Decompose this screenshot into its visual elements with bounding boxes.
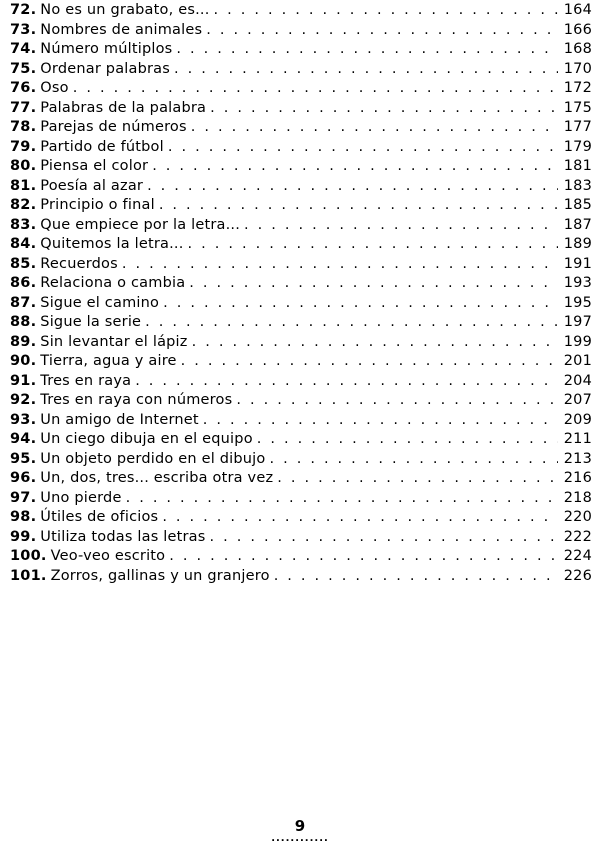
dot-leader [274, 567, 558, 587]
dot-leader [176, 40, 557, 60]
dot-leader [145, 313, 558, 333]
entry-page-number: 211 [563, 431, 592, 447]
toc-entry [10, 255, 600, 275]
entry-page-number: 224 [563, 548, 592, 564]
entry-title: No es un grabato, es... [40, 2, 210, 18]
dot-leader [126, 489, 558, 509]
entry-page-number: 213 [563, 450, 592, 467]
toc-entry [10, 40, 600, 60]
dot-leader [147, 177, 558, 197]
toc-entry [10, 196, 600, 216]
dot-leader [73, 79, 558, 99]
entry-title: Sin levantar el lápiz [40, 333, 188, 350]
entry-page-number: 166 [563, 21, 592, 38]
entry-title: Uno pierde [40, 489, 122, 506]
entry-number: 80. [10, 158, 37, 174]
entry-number: 85. [10, 255, 37, 272]
entry-number: 96. [10, 470, 37, 486]
toc-entry [10, 469, 600, 489]
entry-title: Un, dos, tres... escriba otra vez [40, 470, 274, 486]
dot-leader [210, 99, 558, 119]
dot-leader [168, 138, 558, 158]
dot-leader [257, 430, 558, 450]
entry-page-number: 209 [563, 411, 592, 428]
entry-number: 91. [10, 372, 37, 389]
entry-title: Tres en raya con números [40, 392, 233, 408]
dot-leader [189, 274, 557, 294]
entry-page-number: 220 [563, 509, 592, 525]
entry-number: 87. [10, 294, 37, 311]
page-footer [0, 818, 600, 844]
entry-number: 94. [10, 431, 37, 447]
toc-entry [10, 138, 600, 158]
entry-title: Principio o final [40, 197, 155, 213]
toc-entry [10, 411, 600, 431]
entry-number: 89. [10, 333, 37, 350]
dot-leader [277, 469, 557, 489]
entry-page-number: 177 [563, 119, 592, 135]
toc-entry [10, 489, 600, 509]
entry-title: Utiliza todas las letras [40, 528, 206, 545]
entry-page-number: 179 [563, 138, 592, 155]
table-of-contents [10, 1, 600, 586]
entry-number: 99. [10, 528, 37, 545]
entry-number: 98. [10, 509, 37, 525]
entry-title: Relaciona o cambia [40, 275, 186, 291]
dot-leader [159, 196, 558, 216]
entry-page-number: 216 [563, 470, 592, 486]
entry-number: 95. [10, 450, 37, 467]
dot-leader [206, 21, 557, 41]
entry-title: Poesía al azar [40, 177, 144, 194]
entry-page-number: 185 [563, 197, 592, 213]
entry-title: Veo-veo escrito [50, 548, 166, 564]
toc-entry [10, 450, 600, 470]
toc-entry [10, 352, 600, 372]
toc-entry [10, 372, 600, 392]
toc-entry [10, 60, 600, 80]
entry-page-number: 170 [563, 60, 592, 77]
entry-number: 78. [10, 119, 37, 135]
dot-leader [163, 294, 558, 314]
entry-number: 101. [10, 567, 47, 584]
entry-title: Útiles de oficios [40, 509, 159, 525]
toc-entry [10, 567, 600, 587]
entry-number: 86. [10, 275, 37, 291]
entry-number: 84. [10, 236, 37, 252]
entry-title: Un ciego dibuja en el equipo [40, 431, 253, 447]
entry-title: Partido de fútbol [40, 138, 164, 155]
entry-title: Parejas de números [40, 119, 187, 135]
toc-entry [10, 528, 600, 548]
dot-leader [188, 235, 558, 255]
toc-entry [10, 391, 600, 411]
entry-number: 88. [10, 314, 37, 330]
entry-title: Oso [40, 80, 69, 96]
toc-entry [10, 99, 600, 119]
entry-title: Recuerdos [40, 255, 118, 272]
entry-title: Sigue la serie [40, 314, 142, 330]
entry-page-number: 199 [563, 333, 592, 350]
entry-title: Un objeto perdido en el dibujo [40, 450, 266, 467]
toc-entry [10, 294, 600, 314]
entry-page-number: 218 [563, 489, 592, 506]
entry-title: Sigue el camino [40, 294, 160, 311]
entry-page-number: 207 [563, 392, 592, 408]
toc-entry [10, 118, 600, 138]
entry-page-number: 201 [563, 353, 592, 369]
dot-leader [174, 60, 558, 80]
dot-leader [191, 118, 558, 138]
dotted-rule: ............ [271, 833, 329, 844]
toc-entry [10, 1, 600, 21]
entry-number: 77. [10, 99, 37, 116]
dot-leader [152, 157, 558, 177]
dot-leader [203, 411, 558, 431]
toc-entry [10, 508, 600, 528]
entry-page-number: 189 [563, 236, 592, 252]
entry-page-number: 191 [563, 255, 592, 272]
dot-leader [169, 547, 557, 567]
entry-title: Que empiece por la letra... [40, 216, 241, 233]
entry-number: 79. [10, 138, 37, 155]
entry-number: 90. [10, 353, 37, 369]
toc-entry [10, 430, 600, 450]
entry-number: 97. [10, 489, 37, 506]
entry-page-number: 197 [563, 314, 592, 330]
entry-page-number: 172 [563, 80, 592, 96]
toc-entry [10, 157, 600, 177]
toc-entry [10, 235, 600, 255]
entry-page-number: 187 [563, 216, 592, 233]
entry-title: Quitemos la letra... [40, 236, 184, 252]
entry-title: Palabras de la palabra [40, 99, 207, 116]
entry-number: 93. [10, 411, 37, 428]
dot-leader [122, 255, 558, 275]
entry-number: 83. [10, 216, 37, 233]
toc-entry [10, 274, 600, 294]
dot-leader [236, 391, 557, 411]
entry-title: Piensa el color [40, 158, 149, 174]
entry-page-number: 175 [563, 99, 592, 116]
entry-title: Tierra, agua y aire [40, 353, 177, 369]
entry-page-number: 193 [563, 275, 592, 291]
entry-number: 73. [10, 21, 37, 38]
dot-leader [181, 352, 558, 372]
entry-page-number: 183 [563, 177, 592, 194]
toc-entry [10, 177, 600, 197]
entry-title: Ordenar palabras [40, 60, 170, 77]
toc-entry [10, 547, 600, 567]
dot-leader [192, 333, 558, 353]
entry-page-number: 164 [563, 2, 592, 18]
toc-entry [10, 21, 600, 41]
entry-title: Nombres de animales [40, 21, 203, 38]
entry-page-number: 181 [563, 158, 592, 174]
entry-page-number: 222 [563, 528, 592, 545]
toc-entry [10, 79, 600, 99]
toc-entry [10, 216, 600, 236]
entry-number: 82. [10, 197, 37, 213]
entry-title: Zorros, gallinas y un granjero [50, 567, 270, 584]
dot-leader [214, 1, 558, 21]
entry-number: 92. [10, 392, 37, 408]
entry-number: 76. [10, 80, 37, 96]
toc-entry [10, 313, 600, 333]
page-number: 9 [294, 817, 306, 835]
entry-page-number: 204 [563, 372, 592, 389]
entry-title: Número múltiplos [40, 41, 173, 57]
entry-page-number: 195 [563, 294, 592, 311]
dot-leader [162, 508, 557, 528]
entry-title: Un amigo de Internet [40, 411, 199, 428]
entry-page-number: 226 [563, 567, 592, 584]
entry-number: 100. [10, 548, 47, 564]
entry-number: 72. [10, 2, 37, 18]
entry-number: 75. [10, 60, 37, 77]
entry-number: 74. [10, 41, 37, 57]
entry-title: Tres en raya [40, 372, 132, 389]
toc-entry [10, 333, 600, 353]
dot-leader [269, 450, 557, 470]
entry-page-number: 168 [563, 41, 592, 57]
dot-leader [135, 372, 558, 392]
dot-leader [210, 528, 558, 548]
dot-leader [244, 216, 558, 236]
entry-number: 81. [10, 177, 37, 194]
